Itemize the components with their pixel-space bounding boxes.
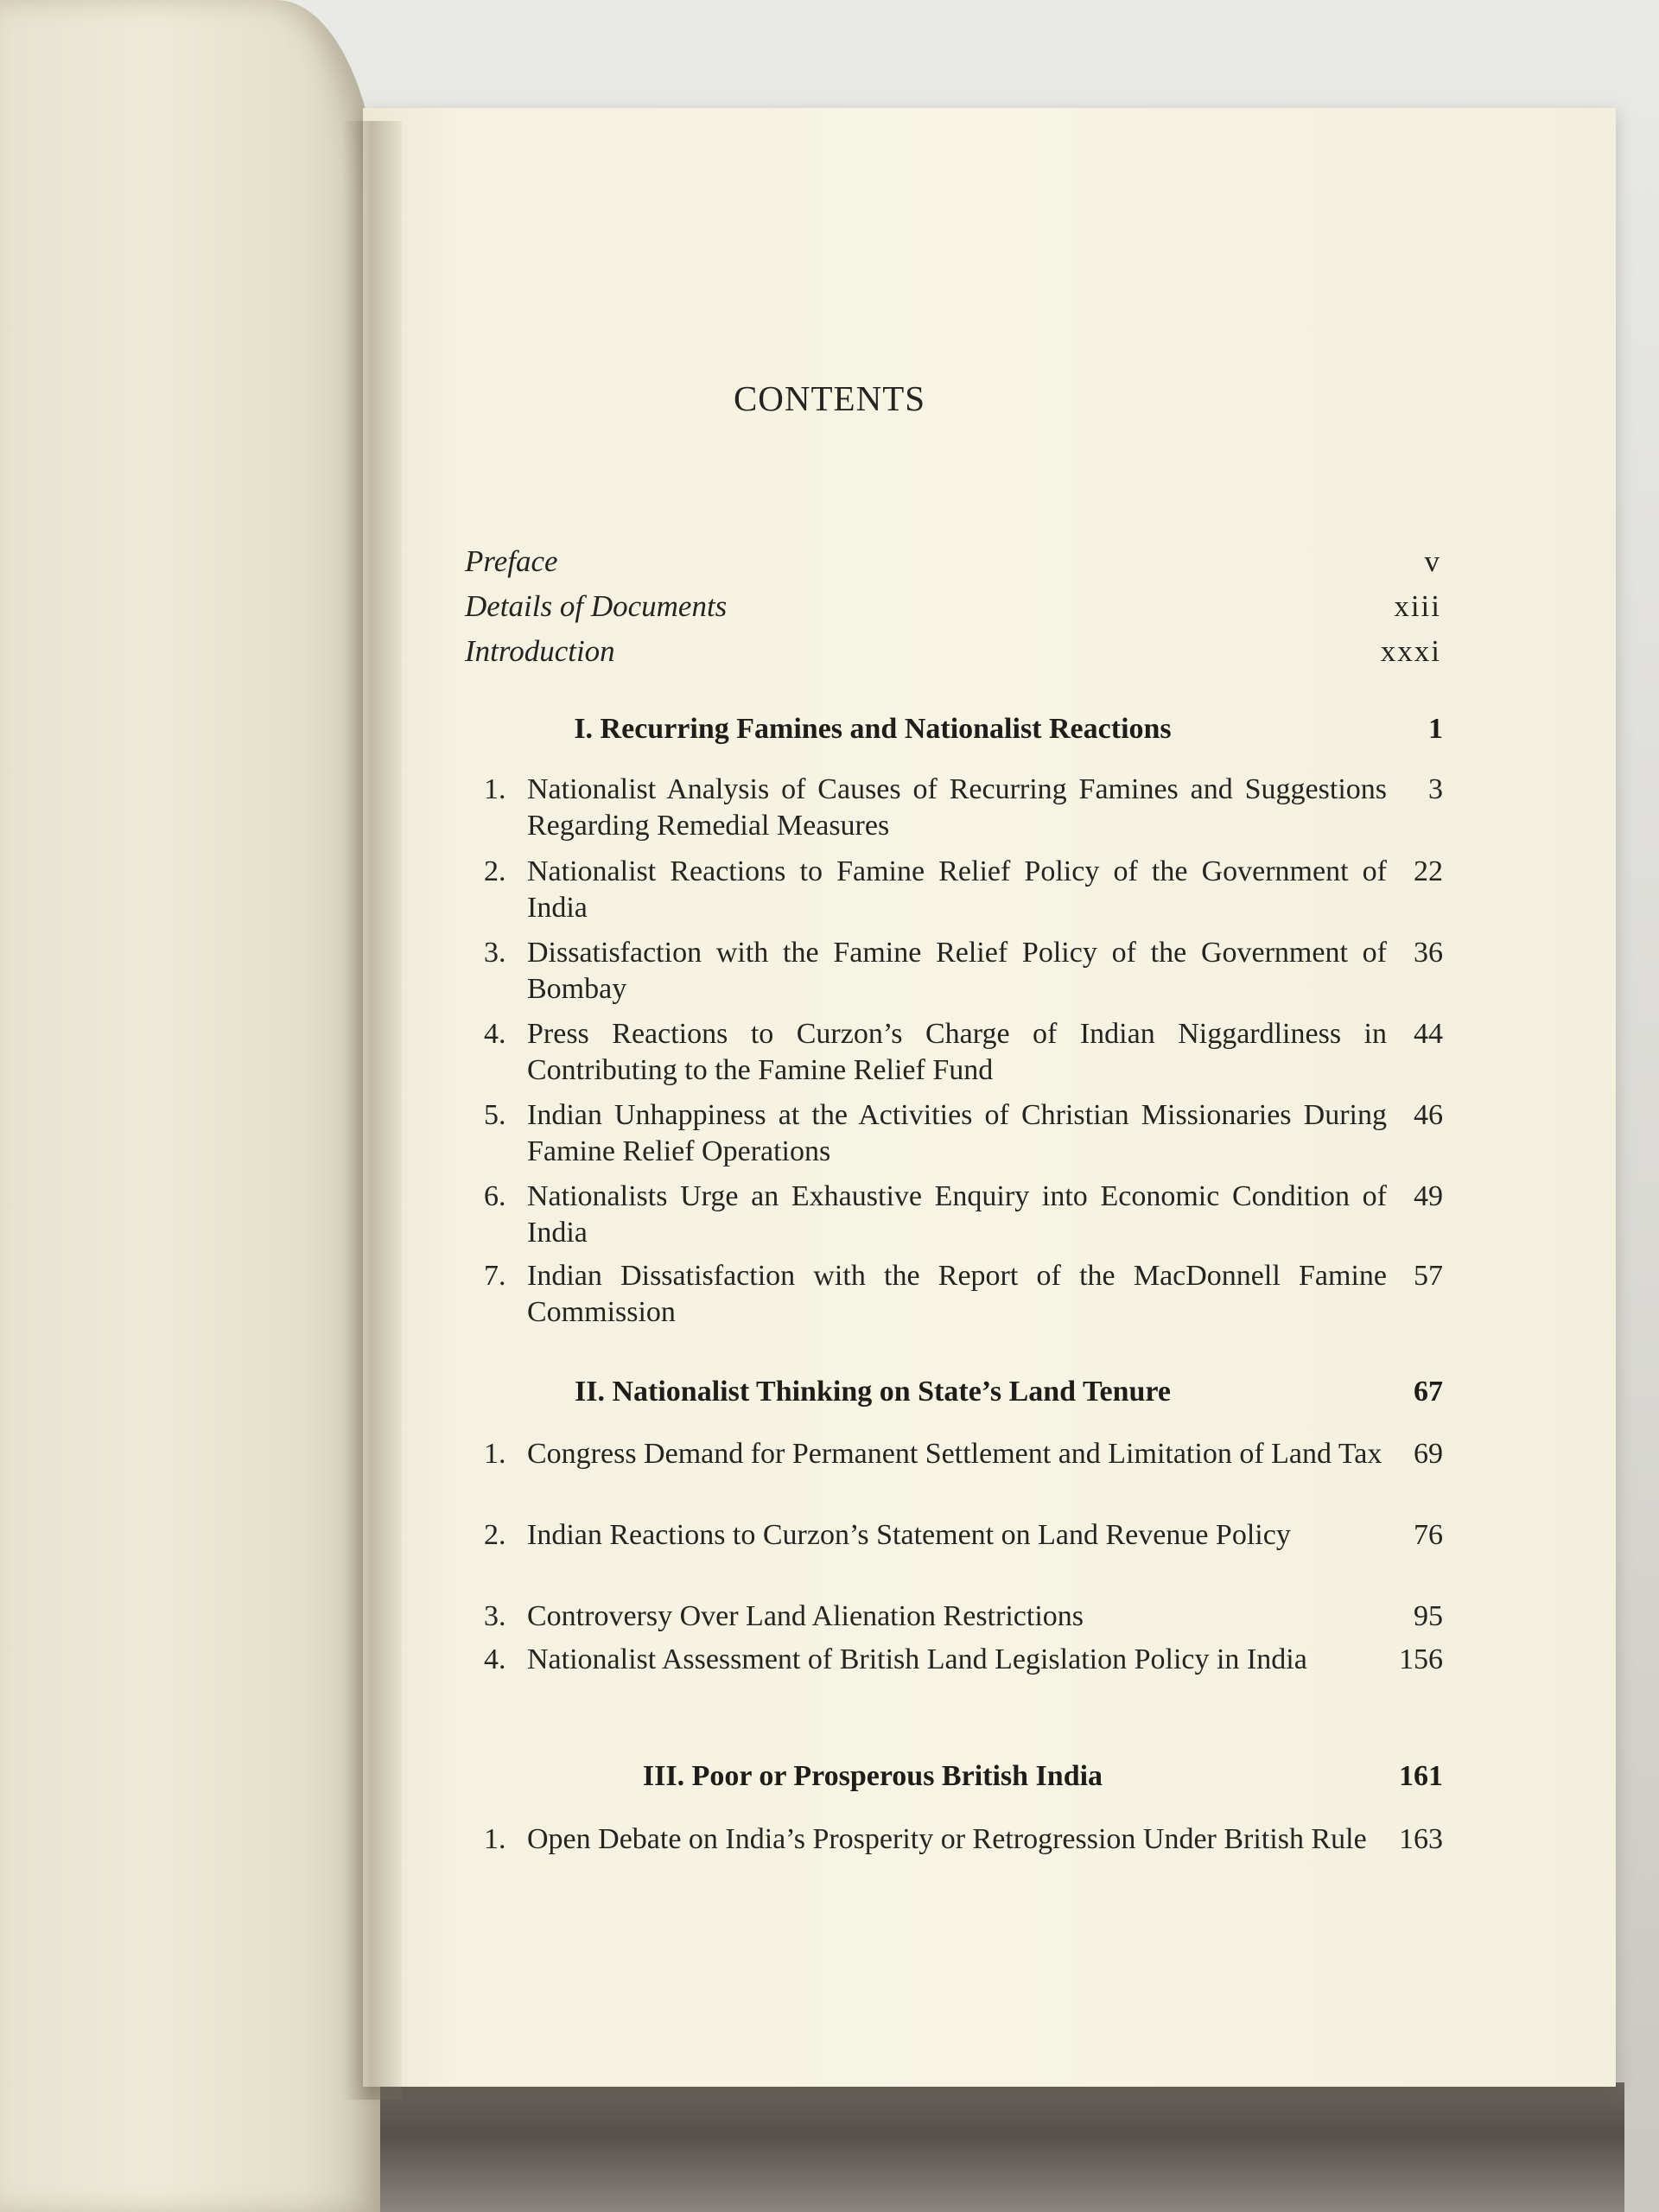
front-matter-page: v xyxy=(1424,544,1441,578)
entry-page: 163 xyxy=(1399,1823,1443,1855)
entry-title: Indian Dissatisfaction with the Report of the MacDonnell Famine Commission xyxy=(527,1260,1387,1328)
section-title: III. Poor or Prosperous British India xyxy=(642,1760,1103,1792)
entry-number: 2. xyxy=(484,855,506,887)
entry-number: 3. xyxy=(484,1600,506,1632)
entry-number: 2. xyxy=(484,1519,506,1551)
left-page xyxy=(0,0,380,2212)
book-edge xyxy=(380,2082,1624,2212)
entry-page: 95 xyxy=(1414,1600,1443,1632)
front-matter-row xyxy=(465,634,1441,669)
front-matter-label: Preface xyxy=(465,544,558,578)
entry-page: 44 xyxy=(1414,1018,1443,1050)
entry-page: 156 xyxy=(1399,1643,1443,1675)
page-title: CONTENTS xyxy=(733,378,926,418)
entry-title: Congress Demand for Permanent Settlement and Limitation of Land Tax xyxy=(527,1438,1382,1470)
front-matter-page: xxxi xyxy=(1380,634,1441,668)
entry-title: Indian Reactions to Curzon’s Statement on Land Revenue Policy xyxy=(527,1519,1291,1551)
section-page: 1 xyxy=(1428,713,1443,745)
front-matter-page: xiii xyxy=(1394,589,1441,623)
section-page: 161 xyxy=(1399,1760,1443,1792)
entry-page: 69 xyxy=(1414,1438,1443,1470)
entry-title: Nationalist Assessment of British Land Legislation Policy in India xyxy=(527,1643,1307,1675)
entry-title: Press Reactions to Curzon’s Charge of Indian Niggardliness in Contributing to the Famine Relief Fund xyxy=(527,1018,1387,1086)
entry-page: 3 xyxy=(1428,773,1443,805)
front-matter-label: Details of Documents xyxy=(465,589,728,623)
entry-number: 7. xyxy=(484,1260,506,1292)
section-title: II. Nationalist Thinking on State’s Land Tenure xyxy=(575,1376,1171,1408)
front-matter-row xyxy=(465,589,1441,624)
section-page: 67 xyxy=(1414,1376,1443,1408)
entry-number: 6. xyxy=(484,1180,506,1212)
entry-title: Indian Unhappiness at the Activities of Christian Missionaries During Famine Relief Operations xyxy=(527,1099,1387,1167)
entry-page: 36 xyxy=(1414,937,1443,969)
entry-page: 22 xyxy=(1414,855,1443,887)
entry-number: 1. xyxy=(484,1438,506,1470)
entry-title: Open Debate on India’s Prosperity or Retrogression Under British Rule xyxy=(527,1823,1367,1855)
entry-number: 5. xyxy=(484,1099,506,1131)
front-matter-row xyxy=(465,544,1441,579)
entry-number: 3. xyxy=(484,937,506,969)
entry-number: 1. xyxy=(484,773,506,805)
entry-title: Nationalist Reactions to Famine Relief Policy of the Government of India xyxy=(527,855,1387,924)
entry-number: 1. xyxy=(484,1823,506,1855)
entry-page: 57 xyxy=(1414,1260,1443,1292)
entry-page: 49 xyxy=(1414,1180,1443,1212)
section-title: I. Recurring Famines and Nationalist Reactions xyxy=(574,713,1172,745)
entry-page: 76 xyxy=(1414,1519,1443,1551)
front-matter-label: Introduction xyxy=(465,634,615,668)
entry-number: 4. xyxy=(484,1643,506,1675)
entry-page: 46 xyxy=(1414,1099,1443,1131)
entry-number: 4. xyxy=(484,1018,506,1050)
entry-title: Dissatisfaction with the Famine Relief Policy of the Government of Bombay xyxy=(527,937,1387,1005)
entry-title: Nationalists Urge an Exhaustive Enquiry into Economic Condition of India xyxy=(527,1180,1387,1249)
entry-title: Controversy Over Land Alienation Restrictions xyxy=(527,1600,1084,1632)
entry-title: Nationalist Analysis of Causes of Recurring Famines and Suggestions Regarding Remedial Measures xyxy=(527,773,1387,842)
